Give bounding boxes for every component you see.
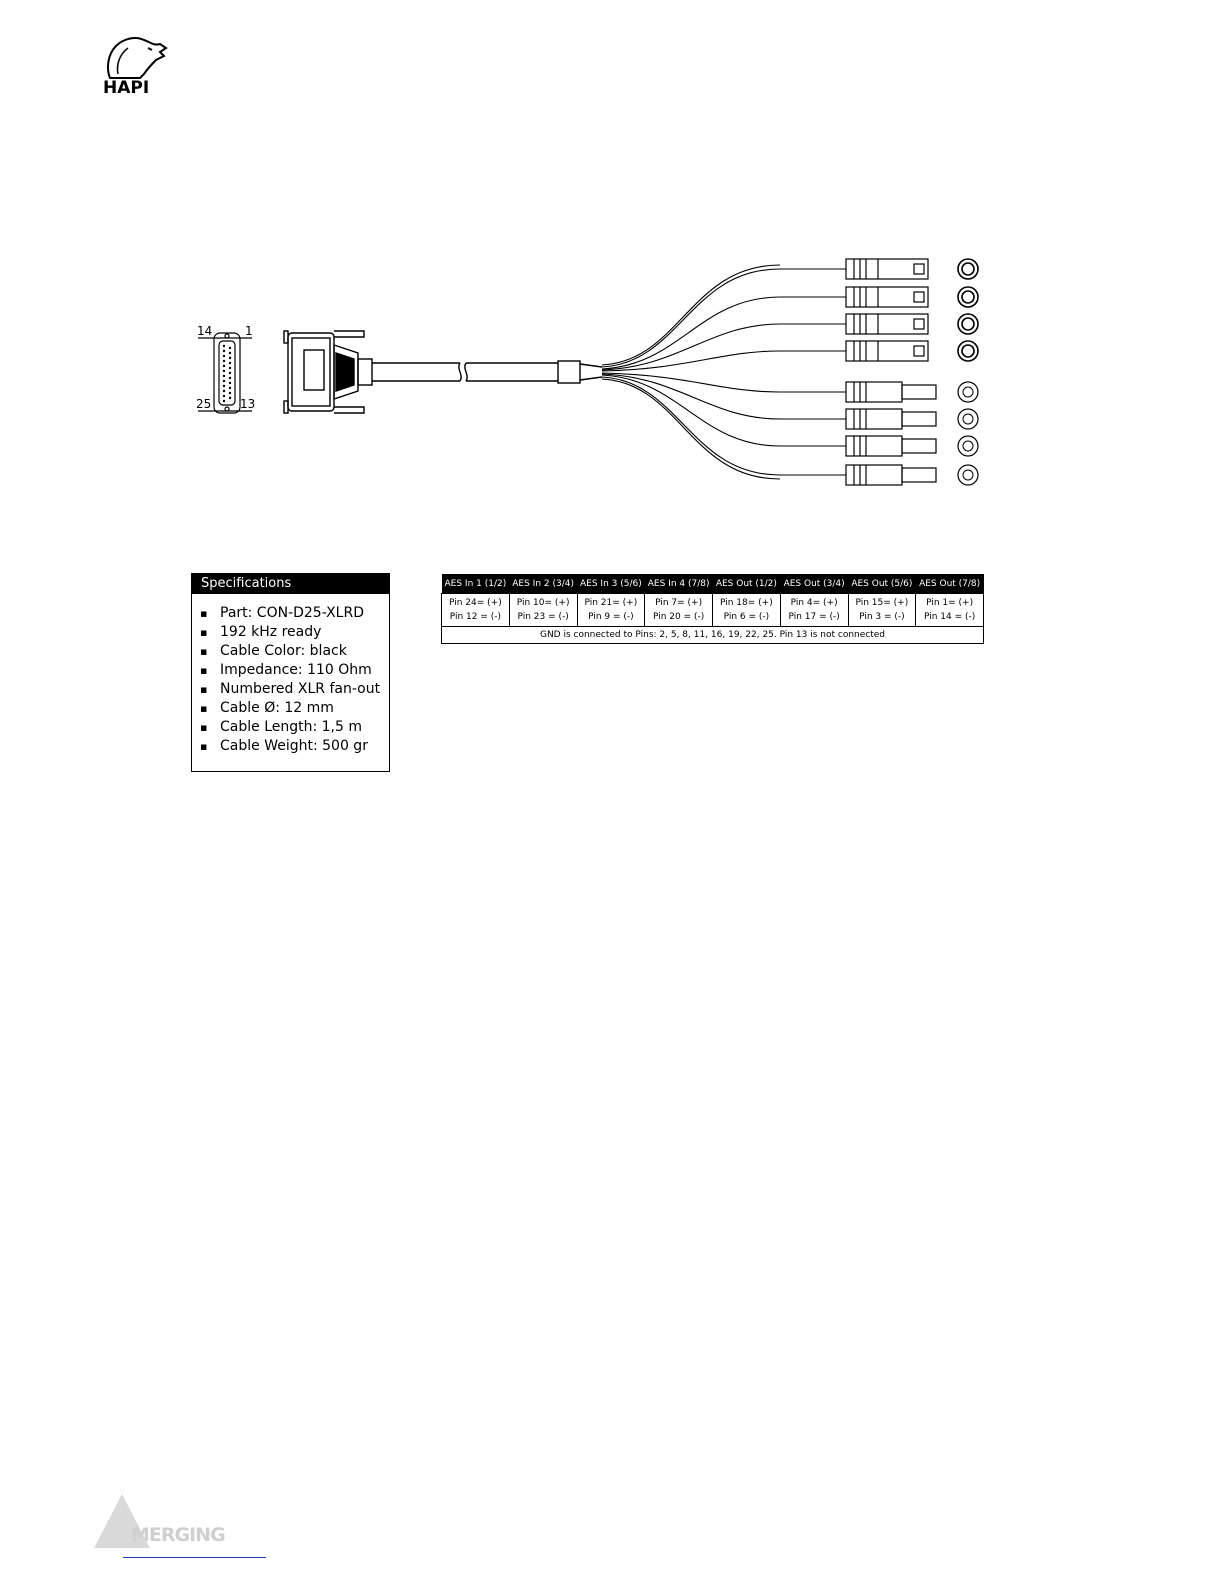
hapi-logo	[100, 34, 170, 96]
table-cell	[442, 594, 510, 627]
table-header: AES Out (7/8)	[916, 574, 984, 594]
pin-plus: Pin 15= (+)	[855, 598, 909, 608]
spec-text: Part: CON-D25-XLRD	[220, 605, 364, 621]
bullet-icon: ▪	[200, 721, 208, 734]
table-cell	[645, 594, 713, 627]
spec-text: Cable Weight: 500 gr	[220, 738, 368, 754]
pin-plus: Pin 10= (+)	[516, 598, 570, 608]
table-header: AES In 1 (1/2)	[442, 574, 510, 594]
bullet-icon: ▪	[200, 683, 208, 696]
table-header: AES In 4 (7/8)	[645, 574, 713, 594]
list-item	[200, 642, 389, 661]
table-header: AES Out (5/6)	[848, 574, 916, 594]
table-header: AES Out (1/2)	[713, 574, 781, 594]
bullet-icon: ▪	[200, 740, 208, 753]
pin-label-25: 25	[196, 397, 212, 411]
pin-minus: Pin 14 = (-)	[923, 612, 976, 622]
table-header: AES Out (3/4)	[780, 574, 848, 594]
pinout-table	[441, 574, 984, 644]
gnd-note: GND is connected to Pins: 2, 5, 8, 11, 16, 19, 22, 25. Pin 13 is not connected	[442, 627, 984, 644]
bullet-icon: ▪	[200, 664, 208, 677]
pin-minus: Pin 12 = (-)	[449, 612, 502, 622]
list-item	[200, 604, 389, 623]
table-cell	[577, 594, 645, 627]
table-header-row	[442, 574, 984, 594]
pin-plus: Pin 21= (+)	[584, 598, 638, 608]
bullet-icon: ▪	[200, 626, 208, 639]
table-header: AES In 3 (5/6)	[577, 574, 645, 594]
pin-minus: Pin 23 = (-)	[517, 612, 569, 622]
spec-text: Cable Length: 1,5 m	[220, 719, 363, 735]
table-cell	[509, 594, 577, 627]
main-cable	[372, 361, 602, 383]
pin-minus: Pin 3 = (-)	[859, 612, 905, 622]
logo-text: HAPI	[103, 78, 150, 98]
fanout-wires	[602, 265, 846, 479]
spec-text: Numbered XLR fan-out	[220, 681, 381, 697]
pin-label-13: 13	[240, 397, 256, 411]
pin-minus: Pin 9 = (-)	[588, 612, 634, 622]
table-header: AES In 2 (3/4)	[509, 574, 577, 594]
footer-logo-text: MERGING	[131, 1524, 225, 1546]
footer-link-underline	[123, 1557, 266, 1558]
table-cell	[780, 594, 848, 627]
pin-minus: Pin 6 = (-)	[723, 612, 770, 622]
bullet-icon: ▪	[200, 702, 208, 715]
list-item	[200, 680, 389, 699]
list-item	[200, 623, 389, 642]
list-item	[200, 718, 389, 737]
db25-connector	[284, 331, 372, 413]
spec-text: Impedance: 110 Ohm	[220, 662, 372, 678]
pin-plus: Pin 18= (+)	[720, 598, 773, 608]
specifications-box	[191, 573, 390, 772]
bullet-icon: ▪	[200, 607, 208, 620]
pin-label-1: 1	[245, 324, 253, 338]
list-item	[200, 737, 389, 756]
list-item	[200, 661, 389, 680]
bullet-icon: ▪	[200, 645, 208, 658]
xlr-face-icons	[958, 259, 978, 485]
lion-head-icon	[100, 34, 170, 80]
cable-drawing	[190, 245, 990, 495]
table-row	[442, 627, 984, 644]
specifications-list	[192, 594, 389, 756]
spec-text: 192 kHz ready	[220, 624, 322, 640]
xlr-male-connectors	[846, 382, 936, 485]
pin-plus: Pin 4= (+)	[790, 598, 838, 608]
pin-plus: Pin 1= (+)	[926, 598, 974, 608]
list-item	[200, 699, 389, 718]
table-cell	[713, 594, 781, 627]
spec-text: Cable Ø: 12 mm	[220, 700, 334, 716]
cable-diagram	[190, 245, 990, 495]
xlr-female-connectors	[846, 259, 928, 361]
spec-text: Cable Color: black	[220, 643, 347, 659]
specifications-title: Specifications	[192, 574, 389, 594]
table-cell	[848, 594, 916, 627]
table-cell	[916, 594, 984, 627]
pin-minus: Pin 20 = (-)	[652, 612, 705, 622]
table-row	[442, 594, 984, 627]
pin-minus: Pin 17 = (-)	[788, 612, 840, 622]
pin-plus: Pin 7= (+)	[655, 598, 703, 608]
pin-label-14: 14	[197, 324, 213, 338]
pin-plus: Pin 24= (+)	[449, 598, 502, 608]
